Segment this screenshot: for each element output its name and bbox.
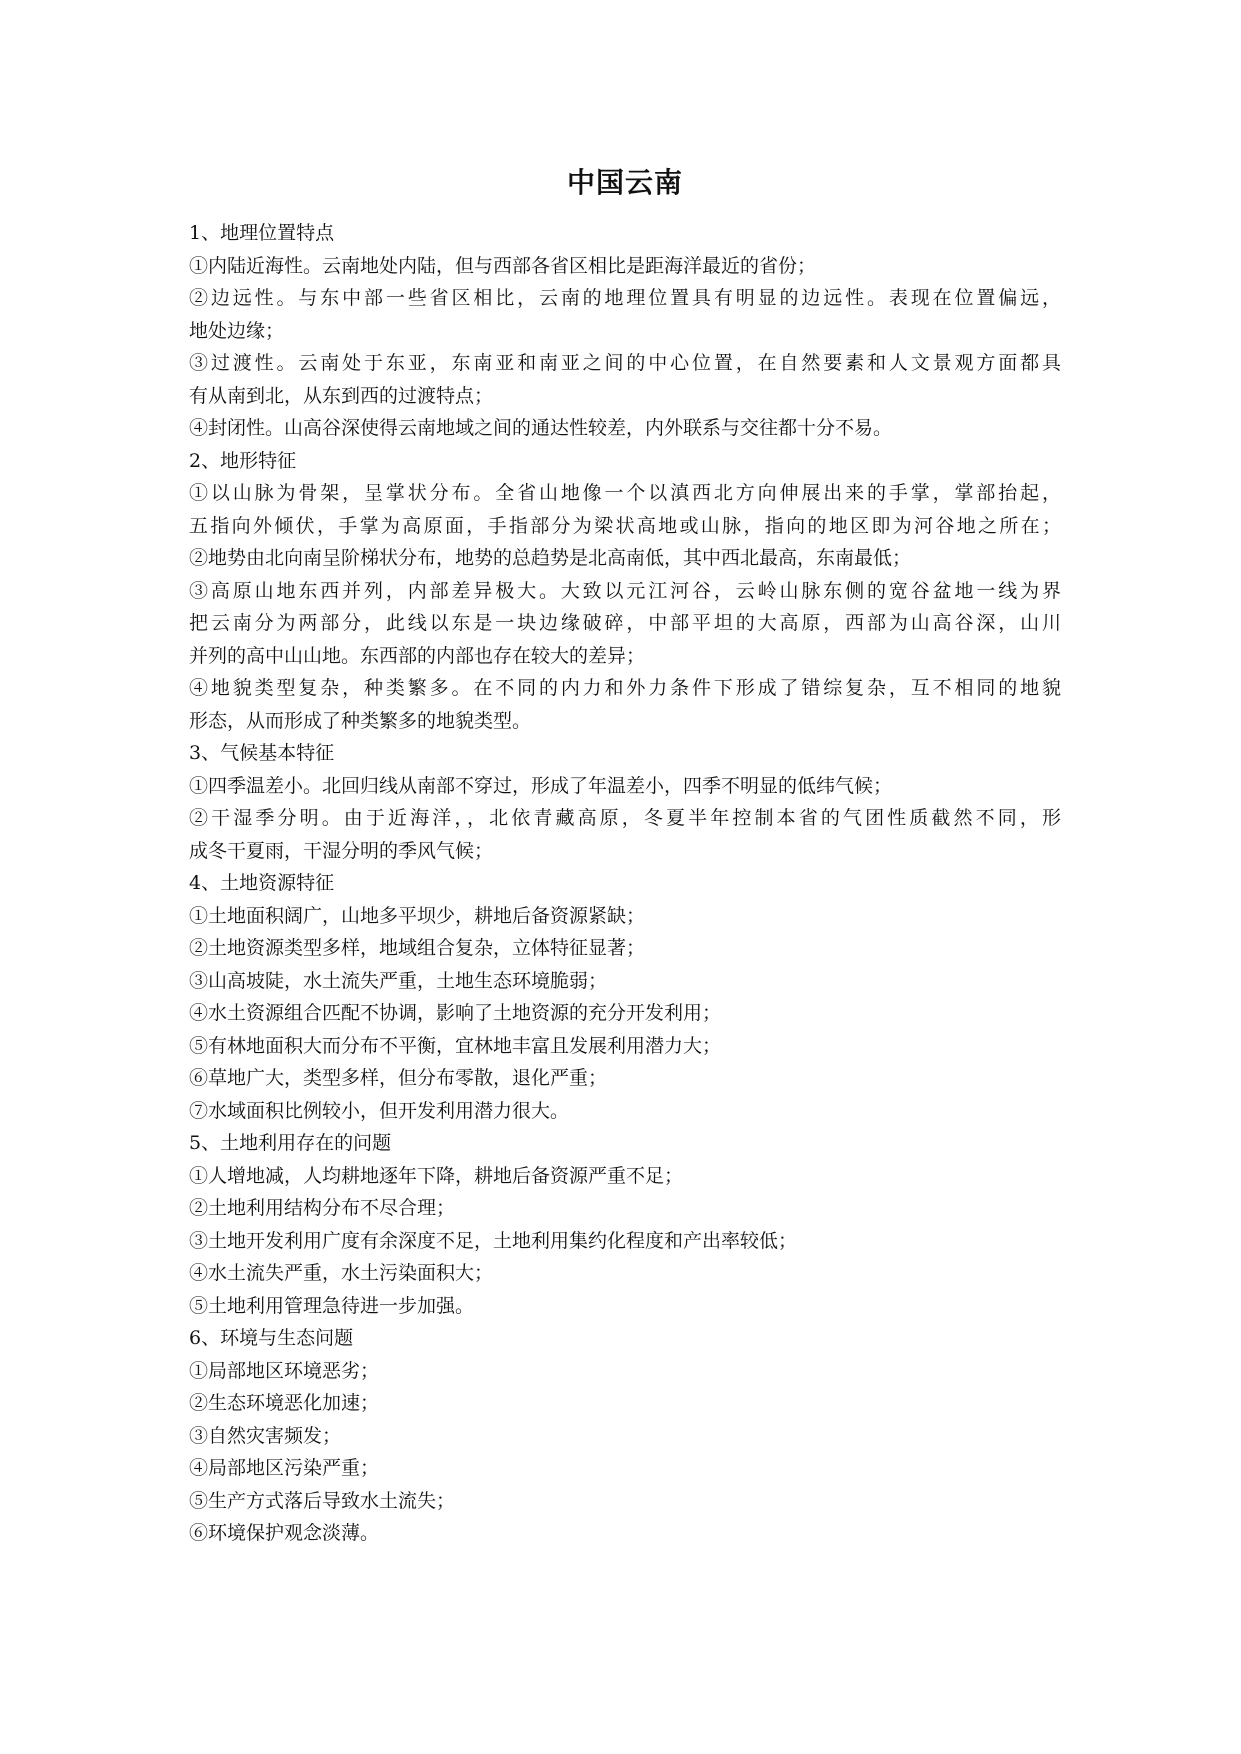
text-line: ②边远性。与东中部一些省区相比，云南的地理位置具有明显的边远性。表现在位置偏远， [189,287,1061,309]
text-line: ②干湿季分明。由于近海洋，，北依青藏高原，冬夏半年控制本省的气团性质截然不同，形 [189,807,1061,829]
text-line: ④局部地区污染严重； [189,1457,380,1479]
text-line: ②土地利用结构分布不尽合理； [189,1197,456,1219]
text-line: 成冬干夏雨，干湿分明的季风气候； [189,839,494,862]
text-line: ③高原山地东西并列，内部差异极大。大致以元江河谷，云岭山脉东侧的宽谷盆地一线为界 [189,579,1061,602]
text-lines [189,217,1061,1550]
text-line: 有从南到北，从东到西的过渡特点； [189,384,494,407]
text-line: ⑤土地利用管理急待进一步加强。 [189,1294,475,1317]
text-line: 把云南分为两部分，此线以东是一块边缘破碎，中部平坦的大高原，西部为山高谷深，山川 [189,612,1061,634]
text-line: ④水土资源组合匹配不协调，影响了土地资源的充分开发利用； [189,1002,722,1024]
text-line: 3、气候基本特征 [189,742,335,764]
text-line: ④封闭性。山高谷深使得云南地域之间的通达性较差，内外联系与交往都十分不易。 [189,417,893,439]
text-line: 并列的高中山山地。东西部的内部也存在较大的差异； [189,644,646,667]
text-line: ⑤有林地面积大而分布不平衡，宜林地丰富且发展利用潜力大； [189,1034,722,1057]
text-line: ②生态环境恶化加速； [189,1392,380,1414]
page-title: 中国云南 [566,166,683,199]
text-line: ⑥草地广大，类型多样，但分布零散，退化严重； [189,1067,608,1089]
text-line: 形态，从而形成了种类繁多的地貌类型。 [189,709,532,732]
text-line: 4、土地资源特征 [189,872,335,894]
text-line: ④水土流失严重，水土污染面积大； [189,1262,494,1284]
text-line: ②地势由北向南呈阶梯状分布，地势的总趋势是北高南低，其中西北最高，东南最低； [189,547,912,569]
text-line: 5、土地利用存在的问题 [189,1132,392,1154]
text-line: 6、环境与生态问题 [189,1327,354,1349]
text-line: ①以山脉为骨架，呈掌状分布。全省山地像一个以滇西北方向伸展出来的手掌，掌部抬起， [189,482,1061,504]
document-body [189,163,1061,1550]
text-line: ④地貌类型复杂，种类繁多。在不同的内力和外力条件下形成了错综复杂，互不相同的地貌 [189,677,1061,699]
text-line: ②土地资源类型多样，地域组合复杂，立体特征显著； [189,937,646,959]
text-line: ⑥环境保护观念淡薄。 [189,1522,380,1544]
text-line: ③山高坡陡，水土流失严重，土地生态环境脆弱； [189,969,608,992]
text-line: ③土地开发利用广度有余深度不足，土地利用集约化程度和产出率较低； [189,1229,798,1252]
text-line: ⑤生产方式落后导致水土流失； [189,1489,456,1512]
text-line: ①四季温差小。北回归线从南部不穿过，形成了年温差小，四季不明显的低纬气候； [189,774,893,797]
text-line: ①土地面积阔广，山地多平坝少，耕地后备资源紧缺； [189,904,646,927]
text-line: ③过渡性。云南处于东亚，东南亚和南亚之间的中心位置，在自然要素和人文景观方面都具 [189,352,1061,374]
text-line: 五指向外倾伏，手掌为高原面，手指部分为梁状高地或山脉，指向的地区即为河谷地之所在； [189,514,1061,537]
text-line: 1、地理位置特点 [189,222,335,244]
text-line: ①内陆近海性。云南地处内陆，但与西部各省区相比是距海洋最近的省份； [189,254,817,277]
text-line: ⑦水域面积比例较小，但开发利用潜力很大。 [189,1099,570,1122]
text-line: ①人增地减，人均耕地逐年下降，耕地后备资源严重不足； [189,1164,684,1187]
text-line: ③自然灾害频发； [189,1424,342,1447]
text-line: 2、地形特征 [189,449,297,472]
text-line: 地处边缘； [189,319,285,342]
text-line: ①局部地区环境恶劣； [189,1359,380,1382]
